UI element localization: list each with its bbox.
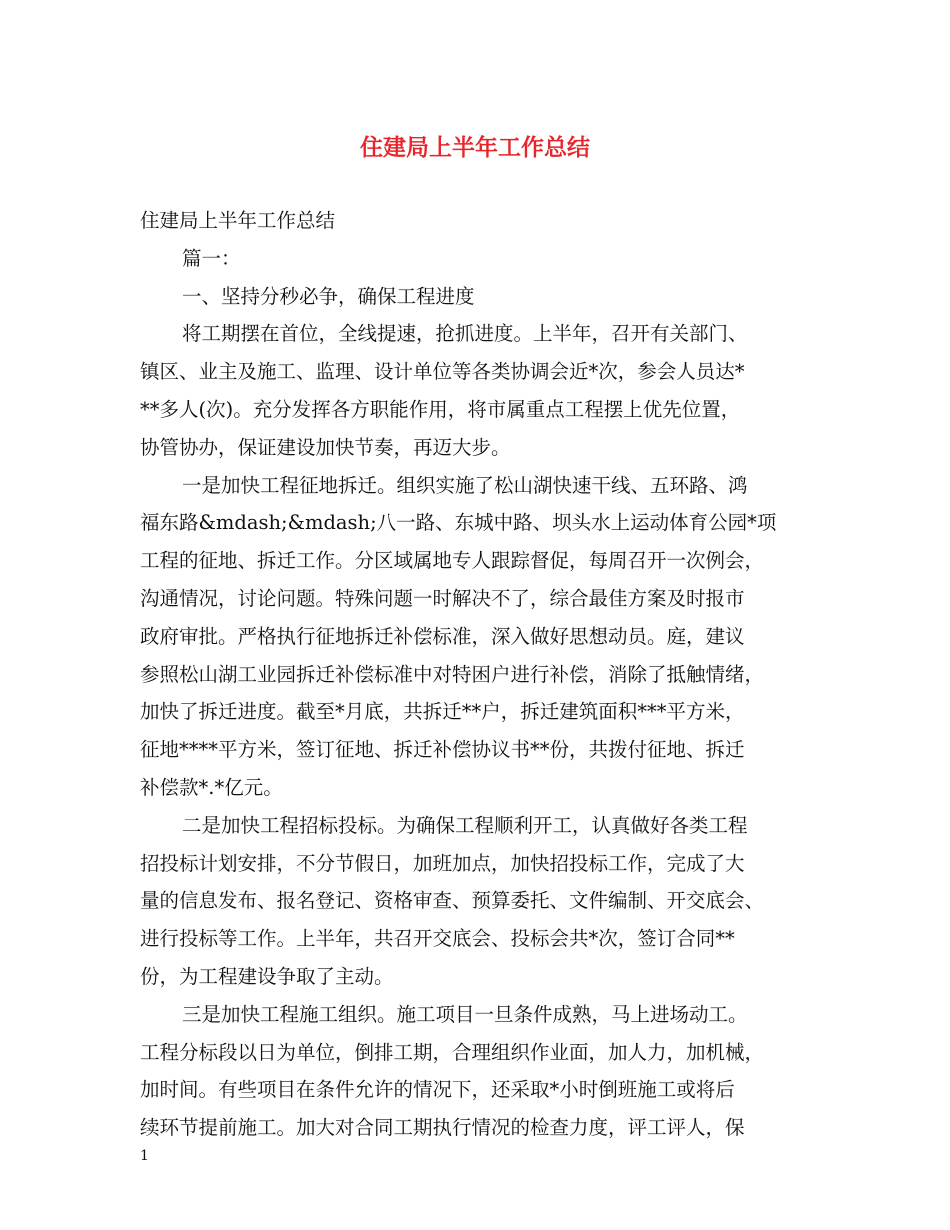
body-line-25: 续环节提前施工。加大对合同工期执行情况的检查力度，评工评人，保 (140, 1116, 745, 1140)
document-title: 住建局上半年工作总结 (360, 135, 590, 161)
body-line-6: **多人(次)。充分发挥各方职能作用，将市属重点工程摆上优先位置， (140, 397, 741, 421)
body-line-2: 篇一： (182, 246, 241, 270)
body-line-13: 参照松山湖工业园拆迁补偿标准中对特困户进行补偿，消除了抵触情绪， (140, 662, 765, 686)
body-line-24: 加时间。有些项目在条件允许的情况下，还采取*小时倒班施工或将后 (140, 1078, 735, 1102)
body-line-15: 征地****平方米，签订征地、拆迁补偿协议书**份，共拨付征地、拆迁 (140, 738, 745, 762)
body-line-8: 一是加快工程征地拆迁。组织实施了松山湖快速干线、五环路、鸿 (182, 473, 748, 497)
body-line-12: 政府审批。严格执行征地拆迁补偿标准，深入做好思想动员。庭，建议 (140, 624, 745, 648)
body-line-10: 工程的征地、拆迁工作。分区域属地专人跟踪督促，每周召开一次例会， (140, 549, 765, 573)
body-line-20: 进行投标等工作。上半年，共召开交底会、投标会共*次，签订合同** (140, 927, 735, 951)
body-line-9: 福东路&mdash;&mdash;八一路、东城中路、坝头水上运动体育公园*项 (140, 511, 777, 535)
section-heading: 一、坚持分秒必争，确保工程进度 (182, 284, 475, 308)
body-line-5: 镇区、业主及施工、监理、设计单位等各类协调会近*次，参会人员达* (140, 360, 745, 384)
body-line-17: 二是加快工程招标投标。为确保工程顺利开工，认真做好各类工程 (182, 813, 748, 837)
body-line-21: 份，为工程建设争取了主动。 (140, 964, 394, 988)
body-line-1: 住建局上半年工作总结 (140, 209, 336, 232)
body-line-14: 加快了拆迁进度。截至*月底，共拆迁**户，拆迁建筑面积***平方米， (140, 700, 745, 724)
body-line-16: 补偿款*.*亿元。 (140, 775, 283, 799)
body-line-23: 工程分标段以日为单位，倒排工期，合理组织作业面，加人力，加机械， (140, 1040, 765, 1064)
page-number: 1 (140, 1148, 149, 1164)
body-line-18: 招投标计划安排，不分节假日，加班加点，加快招投标工作，完成了大 (140, 851, 745, 875)
body-line-22: 三是加快工程施工组织。施工项目一旦条件成熟，马上进场动工。 (182, 1002, 748, 1026)
body-line-4: 将工期摆在首位，全线提速，抢抓进度。上半年，召开有关部门、 (182, 322, 748, 346)
body-line-11: 沟通情况，讨论问题。特殊问题一时解决不了，综合最佳方案及时报市 (140, 586, 745, 610)
body-line-7: 协管协办，保证建设加快节奏，再迈大步。 (140, 435, 511, 459)
body-line-19: 量的信息发布、报名登记、资格审查、预算委托、文件编制、开交底会、 (140, 889, 765, 913)
document-body (140, 202, 830, 1147)
